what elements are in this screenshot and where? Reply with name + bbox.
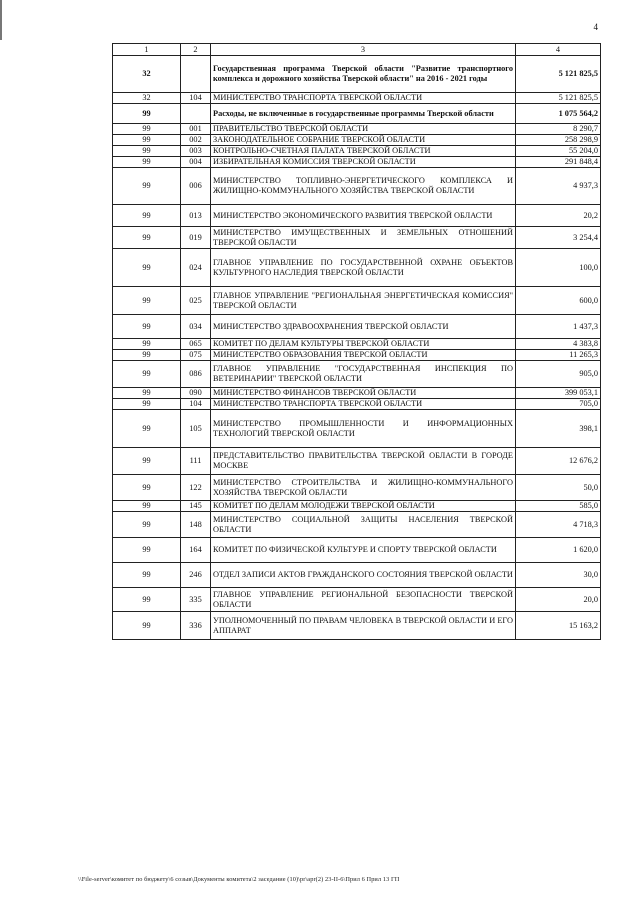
- amount-cell: 11 265,3: [516, 350, 601, 361]
- section-code-cell: 99: [113, 135, 181, 146]
- department-code-cell: 111: [181, 448, 211, 475]
- name-cell: ИЗБИРАТЕЛЬНАЯ КОМИССИЯ ТВЕРСКОЙ ОБЛАСТИ: [211, 157, 516, 168]
- amount-cell: 4 718,3: [516, 512, 601, 538]
- name-cell: МИНИСТЕРСТВО ЗДРАВООХРАНЕНИЯ ТВЕРСКОЙ ОБЛАСТИ: [211, 315, 516, 339]
- amount-cell: 3 254,4: [516, 227, 601, 249]
- department-code-cell: 025: [181, 287, 211, 315]
- amount-cell: 50,0: [516, 475, 601, 501]
- department-code-cell: [181, 104, 211, 124]
- amount-cell: 585,0: [516, 501, 601, 512]
- amount-cell: 100,0: [516, 249, 601, 287]
- name-cell: Государственная программа Тверской области "Развитие транспортного комплекса и дорожного хозяйства Тверской области" на 2016 - 2021 годы: [211, 56, 516, 93]
- department-code-cell: 006: [181, 168, 211, 205]
- section-code-cell: 99: [113, 315, 181, 339]
- name-cell: ГЛАВНОЕ УПРАВЛЕНИЕ РЕГИОНАЛЬНОЙ БЕЗОПАСНОСТИ ТВЕРСКОЙ ОБЛАСТИ: [211, 588, 516, 612]
- name-cell: ГЛАВНОЕ УПРАВЛЕНИЕ ПО ГОСУДАРСТВЕННОЙ ОХРАНЕ ОБЪЕКТОВ КУЛЬТУРНОГО НАСЛЕДИЯ ТВЕРСКОЙ ОБЛАСТИ: [211, 249, 516, 287]
- section-code-cell: 99: [113, 205, 181, 227]
- table-row: [113, 475, 601, 501]
- department-code-cell: 164: [181, 538, 211, 563]
- section-code-cell: 99: [113, 146, 181, 157]
- amount-cell: 1 437,3: [516, 315, 601, 339]
- name-cell: Расходы, не включенные в государственные программы Тверской области: [211, 104, 516, 124]
- department-code-cell: 145: [181, 501, 211, 512]
- column-header-2: 2: [181, 44, 211, 56]
- amount-cell: 705,0: [516, 399, 601, 410]
- table-row: [113, 124, 601, 135]
- department-code-cell: 104: [181, 399, 211, 410]
- name-cell: МИНИСТЕРСТВО ПРОМЫШЛЕННОСТИ И ИНФОРМАЦИОННЫХ ТЕХНОЛОГИЙ ТВЕРСКОЙ ОБЛАСТИ: [211, 410, 516, 448]
- department-code-cell: 075: [181, 350, 211, 361]
- table-row: [113, 339, 601, 350]
- table-row: [113, 287, 601, 315]
- amount-cell: 55 204,0: [516, 146, 601, 157]
- table-row: [113, 56, 601, 93]
- name-cell: КОМИТЕТ ПО ФИЗИЧЕСКОЙ КУЛЬТУРЕ И СПОРТУ ТВЕРСКОЙ ОБЛАСТИ: [211, 538, 516, 563]
- section-code-cell: 99: [113, 612, 181, 640]
- section-code-cell: 32: [113, 56, 181, 93]
- section-code-cell: 99: [113, 448, 181, 475]
- table-row: [113, 612, 601, 640]
- amount-cell: 12 676,2: [516, 448, 601, 475]
- scan-edge-mark: [0, 0, 2, 40]
- department-code-cell: 034: [181, 315, 211, 339]
- section-code-cell: 99: [113, 104, 181, 124]
- table-body: [113, 56, 601, 640]
- amount-cell: 4 937,3: [516, 168, 601, 205]
- department-code-cell: 086: [181, 361, 211, 388]
- column-header-3: 3: [211, 44, 516, 56]
- name-cell: МИНИСТЕРСТВО СОЦИАЛЬНОЙ ЗАЩИТЫ НАСЕЛЕНИЯ ТВЕРСКОЙ ОБЛАСТИ: [211, 512, 516, 538]
- section-code-cell: 99: [113, 361, 181, 388]
- name-cell: УПОЛНОМОЧЕННЫЙ ПО ПРАВАМ ЧЕЛОВЕКА В ТВЕРСКОЙ ОБЛАСТИ И ЕГО АППАРАТ: [211, 612, 516, 640]
- name-cell: МИНИСТЕРСТВО ТОПЛИВНО-ЭНЕРГЕТИЧЕСКОГО КОМПЛЕКСА И ЖИЛИЩНО-КОММУНАЛЬНОГО ХОЗЯЙСТВА ТВЕРСКОЙ ОБЛАСТИ: [211, 168, 516, 205]
- department-code-cell: 002: [181, 135, 211, 146]
- section-code-cell: 99: [113, 388, 181, 399]
- department-code-cell: 013: [181, 205, 211, 227]
- name-cell: МИНИСТЕРСТВО ТРАНСПОРТА ТВЕРСКОЙ ОБЛАСТИ: [211, 399, 516, 410]
- table-row: [113, 361, 601, 388]
- table-row: [113, 501, 601, 512]
- department-code-cell: 122: [181, 475, 211, 501]
- table-row: [113, 168, 601, 205]
- name-cell: МИНИСТЕРСТВО ОБРАЗОВАНИЯ ТВЕРСКОЙ ОБЛАСТИ: [211, 350, 516, 361]
- table-row: [113, 410, 601, 448]
- name-cell: КОМИТЕТ ПО ДЕЛАМ МОЛОДЕЖИ ТВЕРСКОЙ ОБЛАСТИ: [211, 501, 516, 512]
- department-code-cell: 065: [181, 339, 211, 350]
- amount-cell: 20,2: [516, 205, 601, 227]
- section-code-cell: 99: [113, 538, 181, 563]
- section-code-cell: 99: [113, 339, 181, 350]
- section-code-cell: 99: [113, 168, 181, 205]
- table-row: [113, 588, 601, 612]
- amount-cell: 258 298,9: [516, 135, 601, 146]
- section-code-cell: 99: [113, 227, 181, 249]
- department-code-cell: 019: [181, 227, 211, 249]
- page-number: 4: [593, 22, 598, 32]
- name-cell: КОМИТЕТ ПО ДЕЛАМ КУЛЬТУРЫ ТВЕРСКОЙ ОБЛАСТИ: [211, 339, 516, 350]
- section-code-cell: 99: [113, 287, 181, 315]
- name-cell: ОТДЕЛ ЗАПИСИ АКТОВ ГРАЖДАНСКОГО СОСТОЯНИЯ ТВЕРСКОЙ ОБЛАСТИ: [211, 563, 516, 588]
- amount-cell: 20,0: [516, 588, 601, 612]
- department-code-cell: 024: [181, 249, 211, 287]
- name-cell: ГЛАВНОЕ УПРАВЛЕНИЕ "ГОСУДАРСТВЕННАЯ ИНСПЕКЦИЯ ПО ВЕТЕРИНАРИИ" ТВЕРСКОЙ ОБЛАСТИ: [211, 361, 516, 388]
- amount-cell: 5 121 825,5: [516, 93, 601, 104]
- section-code-cell: 99: [113, 410, 181, 448]
- table-row: [113, 563, 601, 588]
- table-row: [113, 315, 601, 339]
- department-code-cell: 246: [181, 563, 211, 588]
- name-cell: ЗАКОНОДАТЕЛЬНОЕ СОБРАНИЕ ТВЕРСКОЙ ОБЛАСТИ: [211, 135, 516, 146]
- budget-table: [112, 43, 601, 640]
- section-code-cell: 99: [113, 350, 181, 361]
- table-row: [113, 538, 601, 563]
- table-row: [113, 249, 601, 287]
- section-code-cell: 99: [113, 501, 181, 512]
- table-row: [113, 448, 601, 475]
- department-code-cell: 090: [181, 388, 211, 399]
- amount-cell: 398,1: [516, 410, 601, 448]
- amount-cell: 291 848,4: [516, 157, 601, 168]
- section-code-cell: 99: [113, 475, 181, 501]
- department-code-cell: 335: [181, 588, 211, 612]
- table-row: [113, 205, 601, 227]
- department-code-cell: 148: [181, 512, 211, 538]
- department-code-cell: 004: [181, 157, 211, 168]
- section-code-cell: 99: [113, 588, 181, 612]
- table-row: [113, 146, 601, 157]
- amount-cell: 1 075 564,2: [516, 104, 601, 124]
- amount-cell: 905,0: [516, 361, 601, 388]
- department-code-cell: 001: [181, 124, 211, 135]
- section-code-cell: 99: [113, 249, 181, 287]
- name-cell: МИНИСТЕРСТВО ТРАНСПОРТА ТВЕРСКОЙ ОБЛАСТИ: [211, 93, 516, 104]
- amount-cell: 8 290,7: [516, 124, 601, 135]
- column-header-4: 4: [516, 44, 601, 56]
- table-row: [113, 135, 601, 146]
- amount-cell: 399 053,1: [516, 388, 601, 399]
- name-cell: ГЛАВНОЕ УПРАВЛЕНИЕ "РЕГИОНАЛЬНАЯ ЭНЕРГЕТИЧЕСКАЯ КОМИССИЯ" ТВЕРСКОЙ ОБЛАСТИ: [211, 287, 516, 315]
- section-code-cell: 99: [113, 399, 181, 410]
- table-header-row: [113, 44, 601, 56]
- name-cell: МИНИСТЕРСТВО ИМУЩЕСТВЕННЫХ И ЗЕМЕЛЬНЫХ ОТНОШЕНИЙ ТВЕРСКОЙ ОБЛАСТИ: [211, 227, 516, 249]
- name-cell: ПРАВИТЕЛЬСТВО ТВЕРСКОЙ ОБЛАСТИ: [211, 124, 516, 135]
- file-path-footer: \\File-server\комитет по бюджету\6 созыв\Документы комитета\2 заседание (10)\pr\apr(2) 23-II-6\Прил 6 Прил 13 ГП: [78, 876, 400, 883]
- name-cell: МИНИСТЕРСТВО СТРОИТЕЛЬСТВА И ЖИЛИЩНО-КОММУНАЛЬНОГО ХОЗЯЙСТВА ТВЕРСКОЙ ОБЛАСТИ: [211, 475, 516, 501]
- table-row: [113, 227, 601, 249]
- department-code-cell: 104: [181, 93, 211, 104]
- table-row: [113, 104, 601, 124]
- section-code-cell: 99: [113, 124, 181, 135]
- section-code-cell: 32: [113, 93, 181, 104]
- amount-cell: 5 121 825,5: [516, 56, 601, 93]
- amount-cell: 1 620,0: [516, 538, 601, 563]
- name-cell: МИНИСТЕРСТВО ЭКОНОМИЧЕСКОГО РАЗВИТИЯ ТВЕРСКОЙ ОБЛАСТИ: [211, 205, 516, 227]
- table-row: [113, 350, 601, 361]
- table-row: [113, 93, 601, 104]
- name-cell: КОНТРОЛЬНО-СЧЕТНАЯ ПАЛАТА ТВЕРСКОЙ ОБЛАСТИ: [211, 146, 516, 157]
- section-code-cell: 99: [113, 512, 181, 538]
- department-code-cell: [181, 56, 211, 93]
- table-row: [113, 399, 601, 410]
- name-cell: МИНИСТЕРСТВО ФИНАНСОВ ТВЕРСКОЙ ОБЛАСТИ: [211, 388, 516, 399]
- section-code-cell: 99: [113, 563, 181, 588]
- amount-cell: 4 383,8: [516, 339, 601, 350]
- table-row: [113, 512, 601, 538]
- column-header-1: 1: [113, 44, 181, 56]
- department-code-cell: 105: [181, 410, 211, 448]
- department-code-cell: 003: [181, 146, 211, 157]
- name-cell: ПРЕДСТАВИТЕЛЬСТВО ПРАВИТЕЛЬСТВА ТВЕРСКОЙ ОБЛАСТИ В ГОРОДЕ МОСКВЕ: [211, 448, 516, 475]
- amount-cell: 30,0: [516, 563, 601, 588]
- amount-cell: 600,0: [516, 287, 601, 315]
- table-row: [113, 157, 601, 168]
- department-code-cell: 336: [181, 612, 211, 640]
- section-code-cell: 99: [113, 157, 181, 168]
- amount-cell: 15 163,2: [516, 612, 601, 640]
- table-row: [113, 388, 601, 399]
